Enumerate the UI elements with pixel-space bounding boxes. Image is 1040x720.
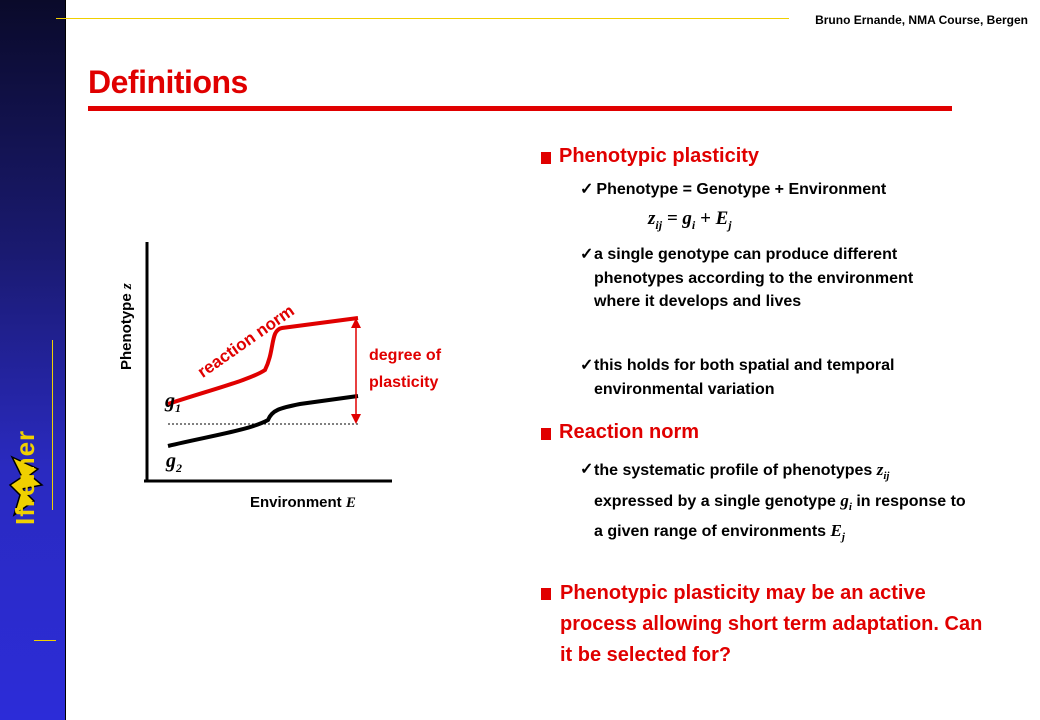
header-accent-line xyxy=(56,18,789,19)
selection-question: Phenotypic plasticity may be an active process allowing short term adaptation. Can it be selected for? xyxy=(560,582,983,666)
g2-label: $g_2$ xyxy=(166,450,182,475)
section-heading-plasticity: Phenotypic plasticity xyxy=(559,145,760,167)
reaction-norm-label: reaction norm xyxy=(194,300,298,382)
bullet-square xyxy=(541,152,551,164)
bullet-square xyxy=(541,588,551,600)
degree-of-plasticity-label: degree of plasticity xyxy=(369,347,442,391)
plasticity-point-3: ✓ this holds for both spatial and temporal environmental variation xyxy=(580,354,970,401)
brand-logo-text: Ifremer xyxy=(10,429,40,525)
reaction-norm-point: ✓ the systematic profile of phenotypes $z_{ij}$ expressed by a single genotype $g_i$ in response to a given range of environments $E_j$ xyxy=(580,460,966,544)
title-underline xyxy=(88,106,952,111)
section-heading-reaction-norm: Reaction norm xyxy=(559,421,700,443)
plasticity-formula: $z_{ij} = g_i + E_j$ xyxy=(648,208,732,232)
degree-arrow-head-bottom xyxy=(351,414,361,424)
sidebar-vertical-line xyxy=(52,340,53,510)
check-icon: ✓ xyxy=(580,461,594,478)
x-axis-label: Environment E xyxy=(250,494,356,511)
check-icon: ✓ xyxy=(580,246,594,263)
check-icon: ✓ xyxy=(580,357,594,374)
g1-label: $g_1$ xyxy=(165,390,181,415)
sidebar-edge xyxy=(65,0,66,720)
bullet-square xyxy=(541,428,551,440)
g2-curve xyxy=(168,396,358,446)
plasticity-point-1: ✓ Phenotype = Genotype + Environment xyxy=(580,181,887,198)
sidebar-accent-line xyxy=(34,640,56,641)
y-axis-label: Phenotype z xyxy=(118,283,135,370)
sidebar-band xyxy=(0,0,66,720)
page-title: Definitions xyxy=(88,64,248,100)
check-icon: ✓ xyxy=(580,181,594,198)
header-credit: Bruno Ernande, NMA Course, Bergen xyxy=(815,13,1028,27)
plasticity-point-2: ✓ a single genotype can produce different phenotypes according to the environment where it develops and lives xyxy=(580,243,960,314)
